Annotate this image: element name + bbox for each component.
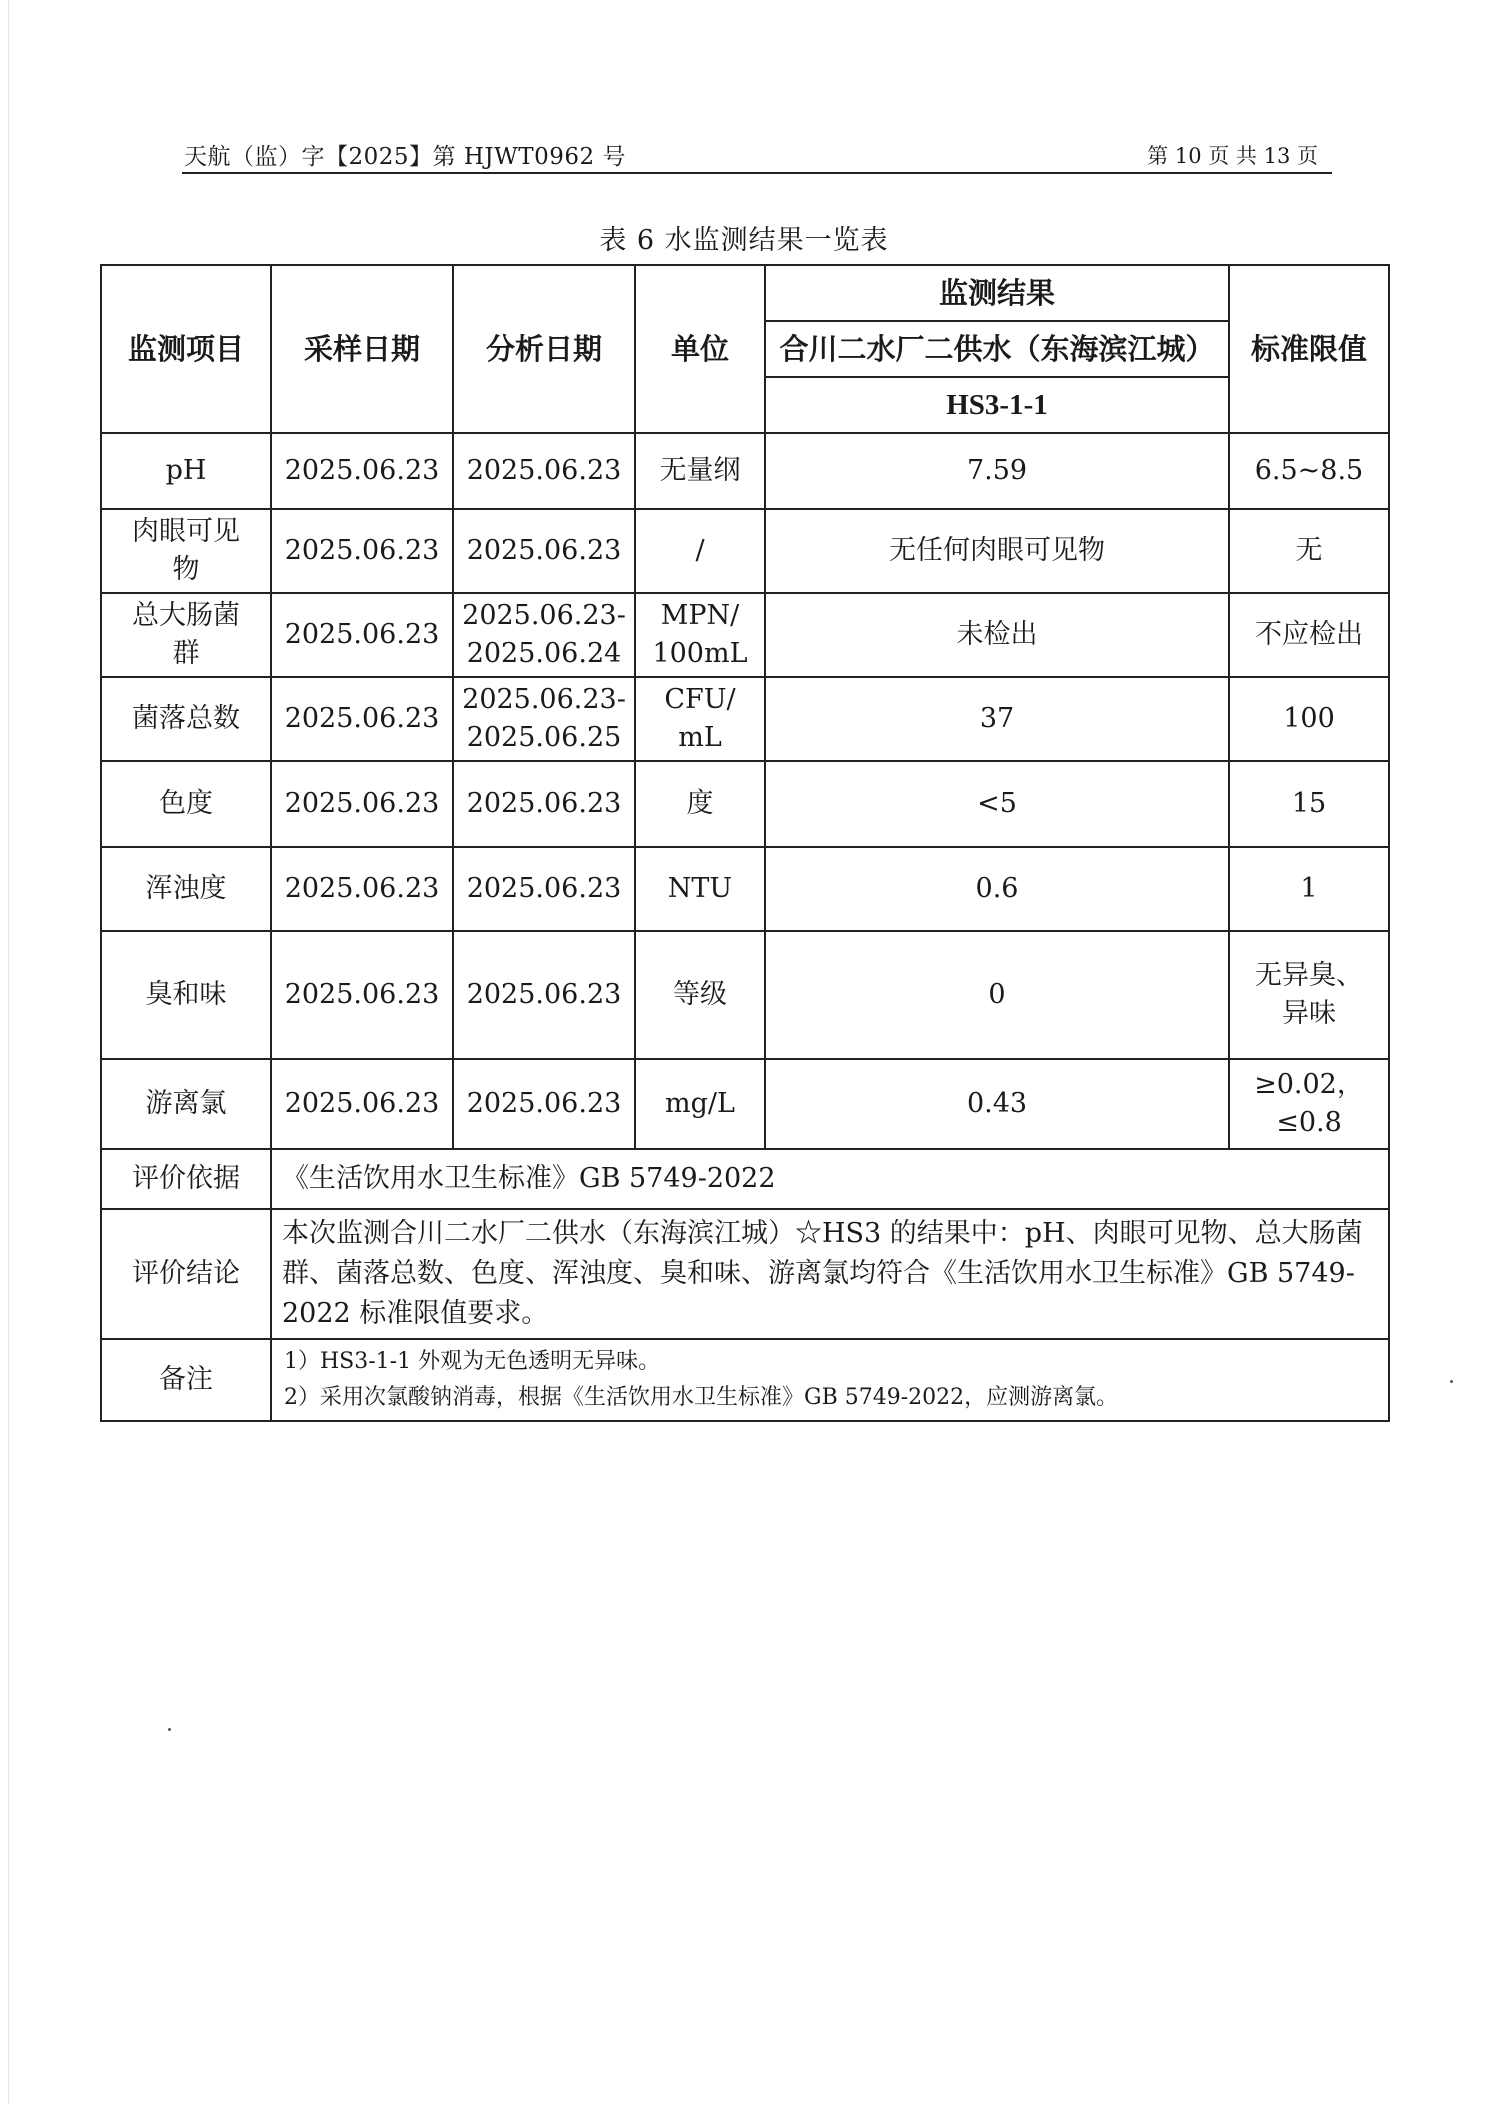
table-row [101,847,1389,931]
row-unit-line: 度 [686,788,714,819]
row-sample-date [271,1059,453,1149]
row-result: <5 [765,761,1229,847]
page-number: 第 10 页 共 13 页 [1147,144,1318,168]
row-item-line: 菌落总数 [132,703,240,734]
row-limit-line: 6.5~8.5 [1254,455,1364,486]
row-unit-line: 100mL [652,638,748,669]
notes-label: 备注 [101,1339,271,1421]
row-analysis-date [453,509,635,593]
row-limit [1229,761,1389,847]
table-row [101,931,1389,1059]
row-analysis-date-line: 2025.06.25 [466,722,622,753]
table-row [101,593,1389,677]
monitoring-results-table [100,264,1390,1422]
row-unit [635,1059,765,1149]
row-result: 未检出 [765,593,1229,677]
basis-text: 《生活饮用水卫生标准》GB 5749-2022 [271,1149,1389,1209]
page-header [182,132,1332,174]
scan-speck [168,1728,171,1731]
row-sample-date [271,433,453,509]
row-unit [635,761,765,847]
row-analysis-date-line: 2025.06.23 [466,979,622,1010]
table-caption: 表 6 水监测结果一览表 [599,225,889,256]
row-item-line: 群 [172,638,200,669]
row-item-line: 色度 [159,788,213,819]
row-analysis-date-line: 2025.06.23 [466,455,622,486]
row-sample-date-line: 2025.06.23 [284,703,440,734]
basis-label: 评价依据 [101,1149,271,1209]
row-limit [1229,593,1389,677]
row-limit-line: 1 [1300,873,1318,904]
table-row [101,677,1389,761]
row-item-line: pH [165,455,207,486]
row-limit [1229,931,1389,1059]
row-item [101,593,271,677]
row-result: 37 [765,677,1229,761]
row-item [101,1059,271,1149]
row-result: 0.6 [765,847,1229,931]
row-result: 0.43 [765,1059,1229,1149]
row-sample-date-line: 2025.06.23 [284,979,440,1010]
header-analysis-date: 分析日期 [453,265,635,433]
row-item [101,509,271,593]
header-sample-id: HS3-1-1 [765,377,1229,433]
row-item [101,761,271,847]
row-analysis-date [453,677,635,761]
table-row [101,1059,1389,1149]
table-row [101,509,1389,593]
row-unit [635,593,765,677]
row-item [101,931,271,1059]
row-limit [1229,677,1389,761]
row-item-line: 总大肠菌 [132,600,240,631]
row-sample-date-line: 2025.06.23 [284,619,440,650]
header-limit: 标准限值 [1229,265,1389,433]
row-item-line: 肉眼可见 [132,516,240,547]
row-limit-line: 100 [1283,703,1335,734]
row-limit [1229,433,1389,509]
row-analysis-date-line: 2025.06.23- [462,684,626,715]
row-item-line: 游离氯 [145,1088,227,1119]
table-row [101,761,1389,847]
row-analysis-date [453,931,635,1059]
row-unit [635,509,765,593]
row-unit-line: mL [678,722,722,753]
row-sample-date [271,761,453,847]
note-line: 1）HS3-1-1 外观为无色透明无异味。 [284,1349,661,1374]
row-unit [635,931,765,1059]
row-limit-line: ≤0.8 [1276,1107,1342,1138]
row-analysis-date [453,761,635,847]
row-limit-line: 不应检出 [1255,619,1363,650]
row-analysis-date [453,847,635,931]
row-item [101,677,271,761]
row-unit-line: 无量纲 [659,455,741,486]
row-sample-date [271,509,453,593]
report-number: 天航（监）字【2025】第 HJWT0962 号 [184,144,626,170]
row-analysis-date-line: 2025.06.23 [466,1088,622,1119]
note-line: 2）采用次氯酸钠消毒，根据《生活饮用水卫生标准》GB 5749-2022，应测游离氯。 [284,1385,1119,1410]
conclusion-text: 本次监测合川二水厂二供水（东海滨江城）☆HS3 的结果中：pH、肉眼可见物、总大肠菌群、菌落总数、色度、浑浊度、臭和味、游离氯均符合《生活饮用水卫生标准》GB 5749-2022 标准限值要求。 [271,1209,1389,1339]
scan-edge [8,0,9,2105]
row-analysis-date [453,1059,635,1149]
row-sample-date [271,931,453,1059]
row-analysis-date-line: 2025.06.23- [462,600,626,631]
row-item [101,433,271,509]
row-sample-date [271,677,453,761]
row-unit-line: MPN/ [660,600,740,631]
row-result: 7.59 [765,433,1229,509]
row-sample-date-line: 2025.06.23 [284,455,440,486]
row-analysis-date-line: 2025.06.23 [466,535,622,566]
row-limit-line: ≥0.02， [1254,1069,1364,1100]
notes-text [271,1339,1389,1421]
row-limit [1229,847,1389,931]
row-sample-date-line: 2025.06.23 [284,788,440,819]
header-result-group: 监测结果 [765,265,1229,321]
scan-speck [1450,1380,1453,1383]
row-analysis-date [453,433,635,509]
row-sample-date [271,593,453,677]
row-limit-line: 异味 [1282,998,1336,1029]
row-item-line: 物 [172,554,200,585]
row-unit-line: 等级 [673,979,727,1010]
row-unit [635,677,765,761]
row-limit-line: 无异臭、 [1255,960,1363,991]
row-sample-date [271,847,453,931]
header-item: 监测项目 [101,265,271,433]
row-sample-date-line: 2025.06.23 [284,535,440,566]
conclusion-label: 评价结论 [101,1209,271,1339]
row-unit-line: NTU [667,873,733,904]
header-unit: 单位 [635,265,765,433]
row-unit-line: / [695,535,705,566]
row-analysis-date-line: 2025.06.23 [466,788,622,819]
row-item-line: 臭和味 [145,979,227,1010]
results-body [101,433,1389,1149]
row-limit [1229,1059,1389,1149]
row-analysis-date [453,593,635,677]
table-row [101,433,1389,509]
row-item-line: 浑浊度 [145,873,227,904]
header-site: 合川二水厂二供水（东海滨江城） [765,321,1229,377]
row-analysis-date-line: 2025.06.24 [466,638,622,669]
row-sample-date-line: 2025.06.23 [284,1088,440,1119]
row-result: 0 [765,931,1229,1059]
row-unit [635,847,765,931]
row-unit-line: CFU/ [664,684,736,715]
row-limit-line: 15 [1291,788,1327,819]
header-sample-date: 采样日期 [271,265,453,433]
row-analysis-date-line: 2025.06.23 [466,873,622,904]
row-result: 无任何肉眼可见物 [765,509,1229,593]
row-limit-line: 无 [1295,535,1323,566]
row-unit-line: mg/L [665,1088,735,1119]
row-sample-date-line: 2025.06.23 [284,873,440,904]
row-limit [1229,509,1389,593]
row-unit [635,433,765,509]
row-item [101,847,271,931]
